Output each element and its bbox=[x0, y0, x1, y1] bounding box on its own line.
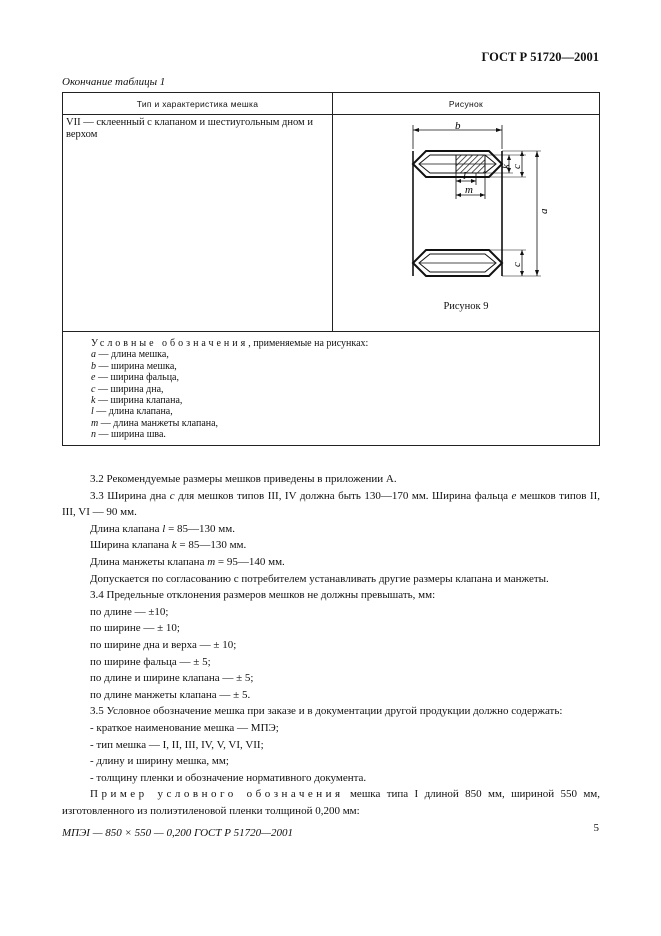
legend-item: e — ширина фальца, bbox=[91, 372, 179, 384]
list-item: - краткое наименование мешка — МПЭ; bbox=[90, 721, 279, 734]
body-text bbox=[62, 471, 600, 842]
paragraph-3-4: 3.4 Предельные отклонения размеров мешков не должны превышать, мм: bbox=[90, 589, 436, 602]
list-item: - длину и ширину мешка, мм; bbox=[90, 755, 229, 768]
bag-types-table bbox=[62, 92, 600, 446]
example-paragraph: Пример условного обозначения мешка типа I длиной 850 мм, шириной 550 мм, изготовленного из полиэтиленовой пленки толщиной 0,200 мм: bbox=[62, 788, 600, 817]
deviation-item: по длине — ±10; bbox=[90, 605, 169, 618]
deviation-item: по длине и ширине клапана — ± 5; bbox=[90, 672, 254, 685]
table-caption: Окончание таблицы 1 bbox=[62, 76, 166, 88]
dim-label-l: l bbox=[463, 170, 467, 182]
dim-label-k: k bbox=[500, 164, 512, 169]
legend-cell bbox=[63, 332, 600, 446]
deviation-item: по ширине дна и верха — ± 10; bbox=[90, 638, 237, 651]
figure-caption: Рисунок 9 bbox=[443, 301, 489, 312]
legend-title: Условные обозначения, применяемые на рисунках: bbox=[91, 338, 369, 349]
dim-label-a: a bbox=[538, 208, 550, 214]
deviation-item: по ширине — ± 10; bbox=[90, 622, 180, 635]
table-row bbox=[63, 115, 600, 332]
dim-label-b: b bbox=[455, 121, 461, 132]
legend-item: m — длина манжеты клапана, bbox=[91, 417, 219, 429]
deviation-item: по длине манжеты клапана — ± 5. bbox=[90, 688, 251, 701]
dim-label-m: m bbox=[465, 184, 473, 196]
standard-header: ГОСТ Р 51720—2001 bbox=[481, 50, 599, 64]
legend-item: l — длина клапана, bbox=[91, 406, 173, 418]
cuff-length: Длина манжеты клапана m = 95—140 мм. bbox=[90, 555, 285, 568]
legend-row bbox=[63, 332, 600, 446]
list-item: - тип мешка — I, II, III, IV, V, VI, VII; bbox=[90, 738, 264, 751]
bag-type-cell: VII — склеенный с клапаном и шестиугольным дном и верхом bbox=[63, 115, 333, 332]
figure-cell bbox=[333, 115, 600, 332]
column-header-type: Тип и характеристика мешка bbox=[63, 93, 333, 115]
dim-label-c-bottom: c bbox=[511, 262, 523, 267]
table-header-row bbox=[63, 93, 600, 115]
dim-label-c-top: c bbox=[511, 164, 523, 169]
designation-formula: МПЭI — 850 × 550 — 0,200 ГОСТ Р 51720—2001 bbox=[62, 827, 293, 840]
paragraph-3-3: 3.3 Ширина дна c для мешков типов III, IV должна быть 130—170 мм. Ширина фальца e мешков типов II, III, VI — 90 мм. bbox=[62, 489, 600, 519]
bag-figure-9 bbox=[376, 121, 556, 301]
page-number: 5 bbox=[593, 822, 599, 834]
paragraph-3-2: 3.2 Рекомендуемые размеры мешков приведены в приложении А. bbox=[90, 473, 397, 485]
legend-item: k — ширина клапана, bbox=[91, 395, 183, 407]
paragraph-3-5: 3.5 Условное обозначение мешка при заказе и в документации другой продукции должно содержать: bbox=[90, 705, 563, 718]
legend-item: b — ширина мешка, bbox=[91, 360, 177, 372]
legend-item: a — длина мешка, bbox=[91, 349, 169, 361]
column-header-figure: Рисунок bbox=[333, 93, 600, 115]
valve-length: Длина клапана l = 85—130 мм. bbox=[90, 522, 235, 535]
legend-item: n — ширина шва. bbox=[91, 429, 166, 441]
list-item: - толщину пленки и обозначение нормативного документа. bbox=[90, 771, 367, 784]
deviation-item: по ширине фальца — ± 5; bbox=[90, 655, 211, 668]
legend-item: c — ширина дна, bbox=[91, 383, 164, 395]
valve-width: Ширина клапана k = 85—130 мм. bbox=[90, 539, 247, 552]
paragraph-allowance: Допускается по согласованию с потребителем устанавливать другие размеры клапана и манжеты. bbox=[90, 572, 549, 585]
